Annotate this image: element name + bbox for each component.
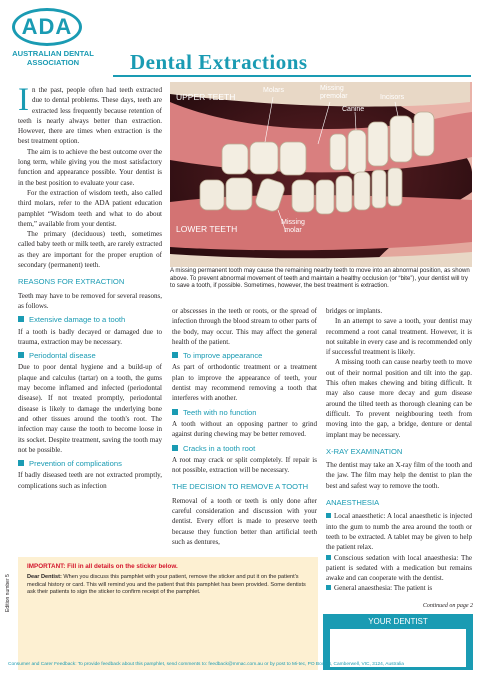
column-3 <box>326 306 472 594</box>
paragraph: Due to poor dental hygiene and a build-up of plaque and calculus (tartar) on a tooth, the gums may become inflamed and infected (periodontal disease). If not treated promptly, periodontal disease is likely to damage the underlying bone and other tissues around the tooth's root. The infection may cause the tooth to become loose in its socket. Despite treatment, saving the tooth may not be possible. <box>18 363 162 454</box>
square-bullet-icon <box>172 409 178 415</box>
subheading <box>18 459 162 469</box>
missing-premolar-label: Missing premolar <box>320 85 348 100</box>
teeth-illustration <box>170 82 472 267</box>
figure-caption: A missing permanent tooth may cause the remaining nearby teeth to move into an abnormal position, as shown above. To prevent abnormal movement of teeth and maintain a healthy occlusion (or “bite”), your dentist will try to save a tooth, if possible. Sometimes, however, the best treatment is extraction. <box>170 267 470 290</box>
subheading <box>172 408 317 418</box>
paragraph: A root may crack or split completely. If repair is not possible, extraction will be necessary. <box>172 455 317 475</box>
paragraph: or abscesses in the teeth or roots, or the spread of infection through the blood stream to other parts of the body, may occur. This may affect the general health of the patient. <box>172 307 317 346</box>
canine-label: Canine <box>342 106 365 113</box>
ada-logo: ADA <box>21 14 73 39</box>
page-title: Dental Extractions <box>130 50 308 74</box>
subheading <box>18 315 162 325</box>
important-line: IMPORTANT: Fill in all details on the sticker below. <box>27 563 178 570</box>
teeth-drawing <box>170 82 472 267</box>
paragraph: Teeth may have to be removed for several reasons, as follows. <box>18 291 162 310</box>
section-heading: THE DECISION TO REMOVE A TOOTH <box>172 482 309 492</box>
subheading-text: Cracks in a tooth root <box>183 443 256 453</box>
dentist-notice <box>18 557 318 670</box>
column-2 <box>172 306 317 547</box>
your-dentist-title: YOUR DENTIST <box>368 617 428 626</box>
square-bullet-icon <box>18 316 24 322</box>
paragraph: In an attempt to save a tooth, your dentist may recommend a root canal treatment. However, it is not suitable in every case and is recommended only if successful treatment is likely. <box>326 317 472 357</box>
dear-label: Dear Dentist: <box>27 574 62 580</box>
org-line-1: AUSTRALIAN DENTAL <box>12 49 94 58</box>
dear-text: When you discuss this pamphlet with your patient, remove the sticker and put it on the patient's medical history or card. This will remind you and the patient that this pamphlet has been provided. Some dentists ask their patients to sign the sticker to confirm receipt of the pamphlet. <box>27 574 306 596</box>
paragraph: The primary (deciduous) teeth, sometimes called baby teeth or milk teeth, are rarely extracted as they are important for the proper eruption of secondary (permanent) teeth. <box>18 230 162 270</box>
missing-molar-label: Missing molar <box>281 219 305 234</box>
paragraph: If badly diseased teeth are not extracted promptly, complications such as infection <box>18 471 162 490</box>
subheading <box>172 444 317 454</box>
section-heading: REASONS FOR EXTRACTION <box>18 277 125 287</box>
subheading-text: Periodontal disease <box>29 351 96 361</box>
bullet-paragraph: General anaesthesia: The patient is <box>326 583 472 593</box>
continued-note: Continued on page 2 <box>422 603 473 609</box>
bullet-paragraph: Local anaesthetic: A local anaesthetic is injected into the gum to numb the area around the tooth or teeth to be extracted. A tablet may be given to help the patient relax. <box>326 512 472 552</box>
subheading <box>172 351 317 361</box>
lower-teeth-label: LOWER TEETH <box>176 224 238 234</box>
paragraph: A tooth without an opposing partner to grind against during chewing may be better removed. <box>172 419 317 439</box>
molars-label: Molars <box>263 87 285 94</box>
square-bullet-icon <box>172 445 178 451</box>
paragraph: Removal of a tooth or teeth is only done after careful consideration and discussion with your dentist. Every effort is made to preserve teeth because they function better than artificial teeth such as dentures, <box>172 496 317 546</box>
paragraph: A missing tooth can cause nearby teeth to move out of their normal position and tilt into the gap. This often makes chewing and biting difficult. It may also cause more decay and gum disease around the tilted teeth as thorough cleaning can be difficult. To prevent neighbouring teeth from moving into the gap, a bridge, denture or dental implant may be necessary. <box>326 358 472 439</box>
paragraph: The dentist may take an X-ray film of the tooth and the jaw. The film may help the dentist to plan the best and safest way to remove the tooth. <box>326 461 472 490</box>
paragraph: bridges or implants. <box>326 307 383 315</box>
subheading-text: Extensive damage to a tooth <box>29 315 126 325</box>
drop-cap: I <box>18 82 29 118</box>
paragraph: For the extraction of wisdom teeth, also called third molars, refer to the ADA patient education pamphlet “Wisdom teeth and what to do about them,” available from your dentist. <box>18 188 162 228</box>
square-bullet-icon <box>172 352 178 358</box>
upper-teeth-label: UPPER TEETH <box>176 92 236 102</box>
column-1 <box>18 82 162 491</box>
paragraph: As part of orthodontic treatment or a treatment plan to improve the appearance of teeth, your dentist may recommend removing a tooth that interferes with another. <box>172 363 317 403</box>
intro-text: n the past, people often had teeth extracted due to dental problems. These days, teeth are extracted less frequently because retention of teeth is nearly always better than extraction. However, there are times when extraction is the best treatment option. <box>18 86 162 146</box>
edition-number: Edition number 5 <box>5 574 11 612</box>
subheading-text: Teeth with no function <box>183 407 257 417</box>
bullet-paragraph: Conscious sedation with local anaesthesia: The patient is sedated with a medication but remains awake and can cooperate with the dentist. <box>326 553 472 583</box>
section-heading: ANAESTHESIA <box>326 498 380 508</box>
section-heading: X-RAY EXAMINATION <box>326 446 403 456</box>
title-rule <box>113 75 471 77</box>
org-line-2: ASSOCIATION <box>26 57 80 67</box>
paragraph: The aim is to achieve the best outcome over the long term, while giving you the most satisfactory function and appearance possible. Your dentist is in the best position to evaluate your case. <box>18 147 162 187</box>
incisors-label: Incisors <box>380 94 405 101</box>
square-bullet-icon <box>18 352 24 358</box>
notice-text <box>27 574 309 597</box>
subheading-text: Prevention of complications <box>29 459 122 469</box>
feedback-footer: Consumer and Carer Feedback: To provide feedback about this pamphlet, send comments to: feedback@mmac.com.au or by post to Mi-tec, PO Box 24, Camberwell, VIC, 3124, Australia <box>8 662 404 667</box>
organization-name <box>8 50 98 67</box>
paragraph: If a tooth is badly decayed or damaged due to trauma, extraction may be necessary. <box>18 327 162 346</box>
subheading <box>18 351 162 361</box>
square-bullet-icon <box>18 460 24 466</box>
subheading-text: To improve appearance <box>183 351 263 361</box>
